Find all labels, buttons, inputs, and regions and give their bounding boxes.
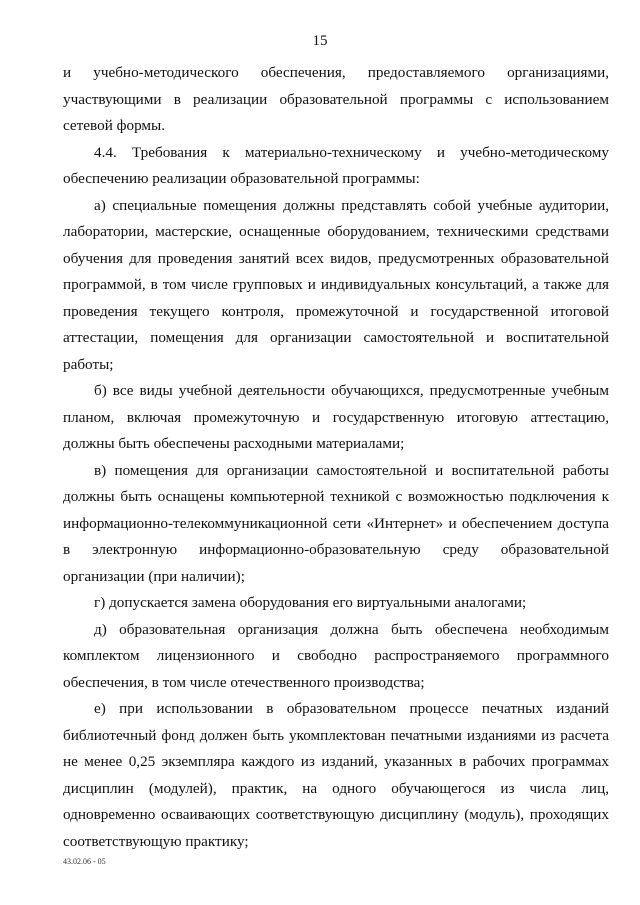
paragraph-item-e: е) при использовании в образовательном процессе печатных изданий библиотечный фонд должен быть укомплектован печатными изданиями из расчета не менее 0,25 экземпляра каждого из изданий, указанных в рабочих программах дисциплин (модулей), практик, на одного обучающегося из числа лиц, одновременно осваивающих соответствующую дисциплину (модуль), проходящих соответствующую практику; xyxy=(63,700,609,850)
page-number: 15 xyxy=(312,33,328,49)
paragraph-section-4-4: 4.4. Требования к материально-техническому и учебно-методическому обеспечению реализации образовательной программы: xyxy=(63,143,609,187)
paragraph-item-b: б) все виды учебной деятельности обучающихся, предусмотренные учебным планом, включая промежуточную и государственную итоговую аттестацию, должны быть обеспечены расходными материалами; xyxy=(63,382,609,452)
document-footer-code: 43.02.06 - 05 xyxy=(63,857,106,866)
paragraph-item-v: в) помещения для организации самостоятельной и воспитательной работы должны быть оснащены компьютерной техникой с возможностью подключения к информационно-телекоммуникационной сети «Интернет» и обеспечением доступа в электронную информационно-образовательную среду образовательной организации (при наличии); xyxy=(63,461,609,585)
paragraph-item-a: а) специальные помещения должны представлять собой учебные аудитории, лаборатории, мастерские, оснащенные оборудованием, техническими средствами обучения для проведения занятий всех видов, предусмотренных образовательной программой, в том числе групповых и индивидуальных консультаций, а также для проведения текущего контроля, промежуточной и государственной итоговой аттестации, помещения для организации самостоятельной и воспитательной работы; xyxy=(63,196,609,373)
paragraph-item-d: д) образовательная организация должна быть обеспечена необходимым комплектом лицензионного и свободно распространяемого программного обеспечения, в том числе отечественного производства; xyxy=(63,620,609,691)
document-body xyxy=(63,60,609,855)
paragraph-continuation: и учебно-методического обеспечения, предоставляемого организациями, участвующими в реализации образовательной программы с использованием сетевой формы. xyxy=(63,64,609,134)
paragraph-item-g: г) допускается замена оборудования его виртуальными аналогами; xyxy=(94,594,527,611)
